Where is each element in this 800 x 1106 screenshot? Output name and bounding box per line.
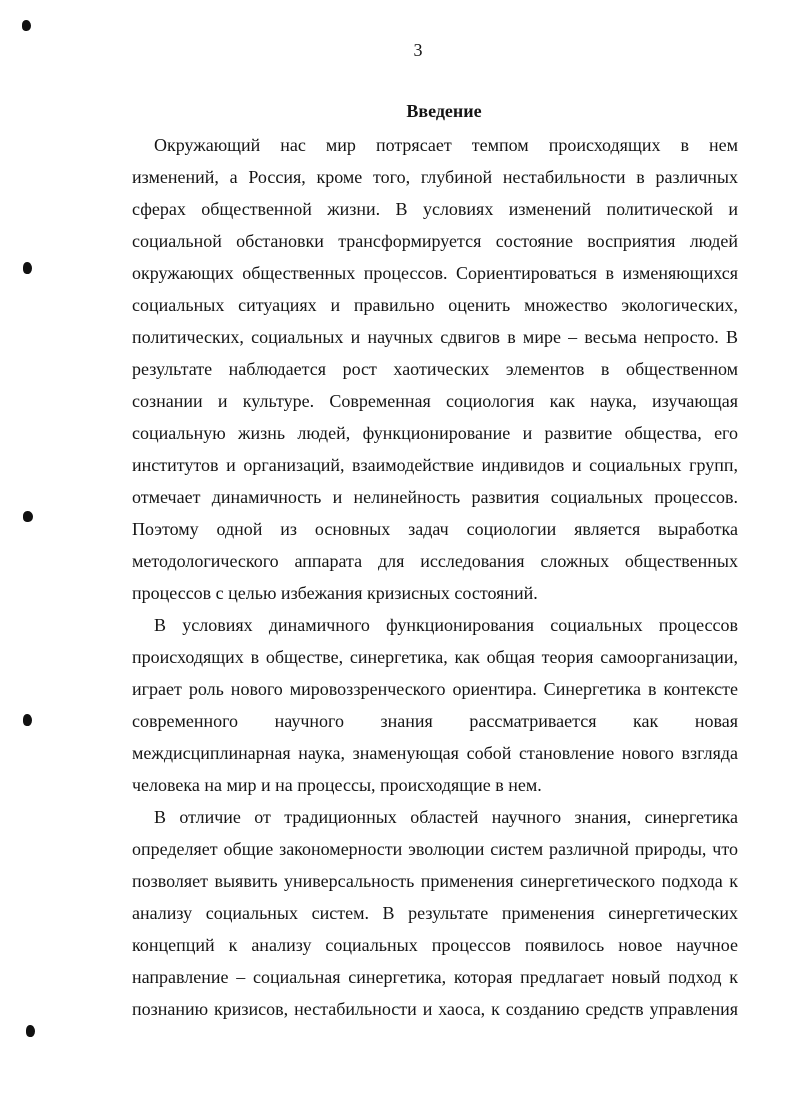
text-line: социальной обстановки трансформируется состояние восприятия людей [132,231,738,251]
section-heading: Введение [406,101,482,121]
text-line: играет роль нового мировоззренческого ориентира. Синергетика в контексте [132,679,738,699]
paragraph-1 [132,129,738,609]
text-line: концепций к анализу социальных процессов появилось новое научное [132,935,738,955]
scan-mark [23,262,32,274]
text-line: изменений, а Россия, кроме того, глубиной нестабильности в различных [132,167,738,187]
text-line: позволяет выявить универсальность применения синергетического подхода к [132,871,738,891]
page-number: 3 [413,40,423,60]
text-line: институтов и организаций, взаимодействие индивидов и социальных групп, [132,455,738,475]
scan-mark [23,714,32,726]
text-line: политических, социальных и научных сдвигов в мире – весьма непросто. В [132,327,738,347]
text-line: отмечает динамичность и нелинейность развития социальных процессов. [132,487,738,507]
text-line: определяет общие закономерности эволюции систем различной природы, что [132,839,738,859]
text-line: В отличие от традиционных областей научного знания, синергетика [154,807,738,827]
paragraph-3 [132,801,738,1025]
scan-mark [26,1025,35,1037]
text-line: направление – социальная синергетика, которая предлагает новый подход к [132,967,738,987]
paragraph-2 [132,609,738,801]
text-line: современного научного знания рассматривается как новая [132,711,738,731]
text-line: анализу социальных систем. В результате применения синергетических [132,903,738,923]
text-line: сферах общественной жизни. В условиях изменений политической и [132,199,738,219]
text-line: В условиях динамичного функционирования социальных процессов [154,615,738,635]
text-line: сознании и культуре. Современная социология как наука, изучающая [132,391,738,411]
scan-mark [23,511,33,522]
text-line: Окружающий нас мир потрясает темпом происходящих в нем [154,135,738,155]
text-line: методологического аппарата для исследования сложных общественных [132,551,738,571]
text-line: результате наблюдается рост хаотических элементов в общественном [132,359,738,379]
text-line: окружающих общественных процессов. Сориентироваться в изменяющихся [132,263,738,283]
text-line: Поэтому одной из основных задач социологии является выработка [132,519,738,539]
scan-mark [22,20,31,31]
text-line: происходящих в обществе, синергетика, как общая теория самоорганизации, [132,647,738,667]
text-line: процессов с целью избежания кризисных состояний. [132,583,538,603]
text-line: социальных ситуациях и правильно оценить множество экологических, [132,295,738,315]
text-line: познанию кризисов, нестабильности и хаоса, к созданию средств управления [132,999,738,1019]
text-line: междисциплинарная наука, знаменующая собой становление нового взгляда [132,743,738,763]
text-line: человека на мир и на процессы, происходящие в нем. [132,775,542,795]
text-line: социальную жизнь людей, функционирование и развитие общества, его [132,423,738,443]
